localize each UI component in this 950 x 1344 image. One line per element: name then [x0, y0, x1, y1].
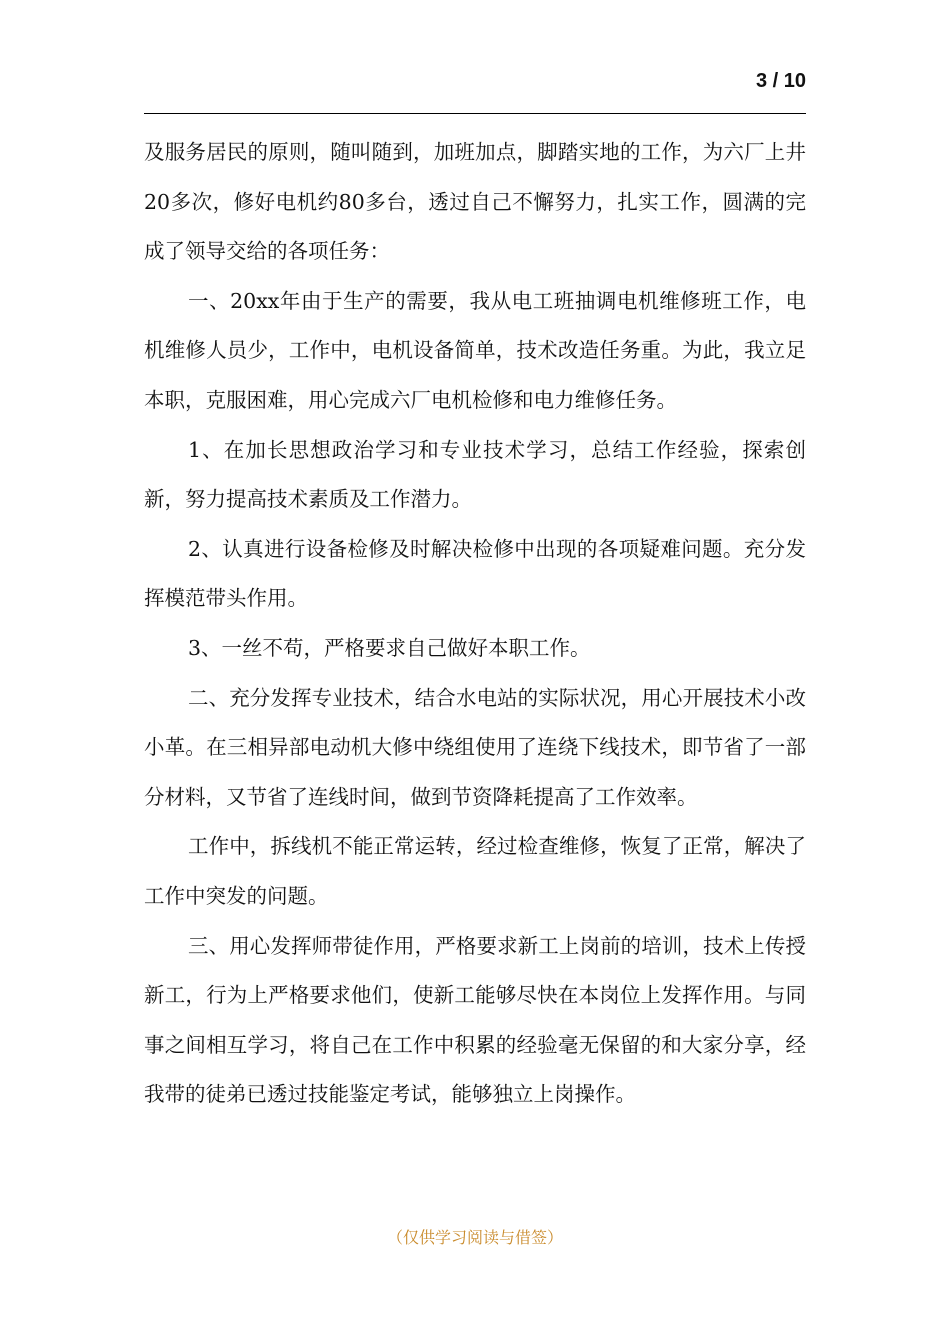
paragraph-repair-note: 工作中，拆线机不能正常运转，经过检查维修，恢复了正常，解决了工作中突发的问题。: [144, 834, 806, 908]
paragraph-section-two: 二、充分发挥专业技术，结合水电站的实际状况，用心开展技术小改小革。在三相异部电动机大修中绕组使用了连绕下线技术，即节省了一部分材料，又节省了连线时间，做到节资降耗提高了工作效率。: [144, 685, 806, 809]
paragraph-continued: 及服务居民的原则，随叫随到，加班加点，脚踏实地的工作，为六厂上井20多次，修好电机约80多台，透过自己不懈努力，扎实工作，圆满的完成了领导交给的各项任务：: [144, 140, 806, 264]
paragraph-item-1: 1、在加长思想政治学习和专业技术学习，总结工作经验，探索创新，努力提高技术素质及工作潜力。: [144, 437, 806, 512]
footer-disclaimer: （仅供学习阅读与借签）: [386, 1228, 563, 1247]
document-body: [144, 128, 806, 1120]
page-number: 3 / 10: [755, 70, 806, 92]
header-divider: [144, 113, 806, 114]
paragraph-item-3: 3、一丝不苟，严格要求自己做好本职工作。: [188, 635, 591, 660]
paragraph-section-three: 三、用心发挥师带徒作用，严格要求新工上岗前的培训，技术上传授新工，行为上严格要求他们，使新工能够尽快在本岗位上发挥作用。与同事之间相互学习，将自己在工作中积累的经验毫无保留的和大家分享，经我带的徒弟已透过技能鉴定考试，能够独立上岗操作。: [144, 933, 806, 1107]
paragraph-section-one: 一、20xx年由于生产的需要，我从电工班抽调电机维修班工作，电机维修人员少，工作中，电机设备简单，技术改造任务重。为此，我立足本职，克服困难，用心完成六厂电机检修和电力维修任务。: [144, 288, 806, 412]
paragraph-item-2: 2、认真进行设备检修及时解决检修中出现的各项疑难问题。充分发挥模范带头作用。: [144, 536, 806, 611]
